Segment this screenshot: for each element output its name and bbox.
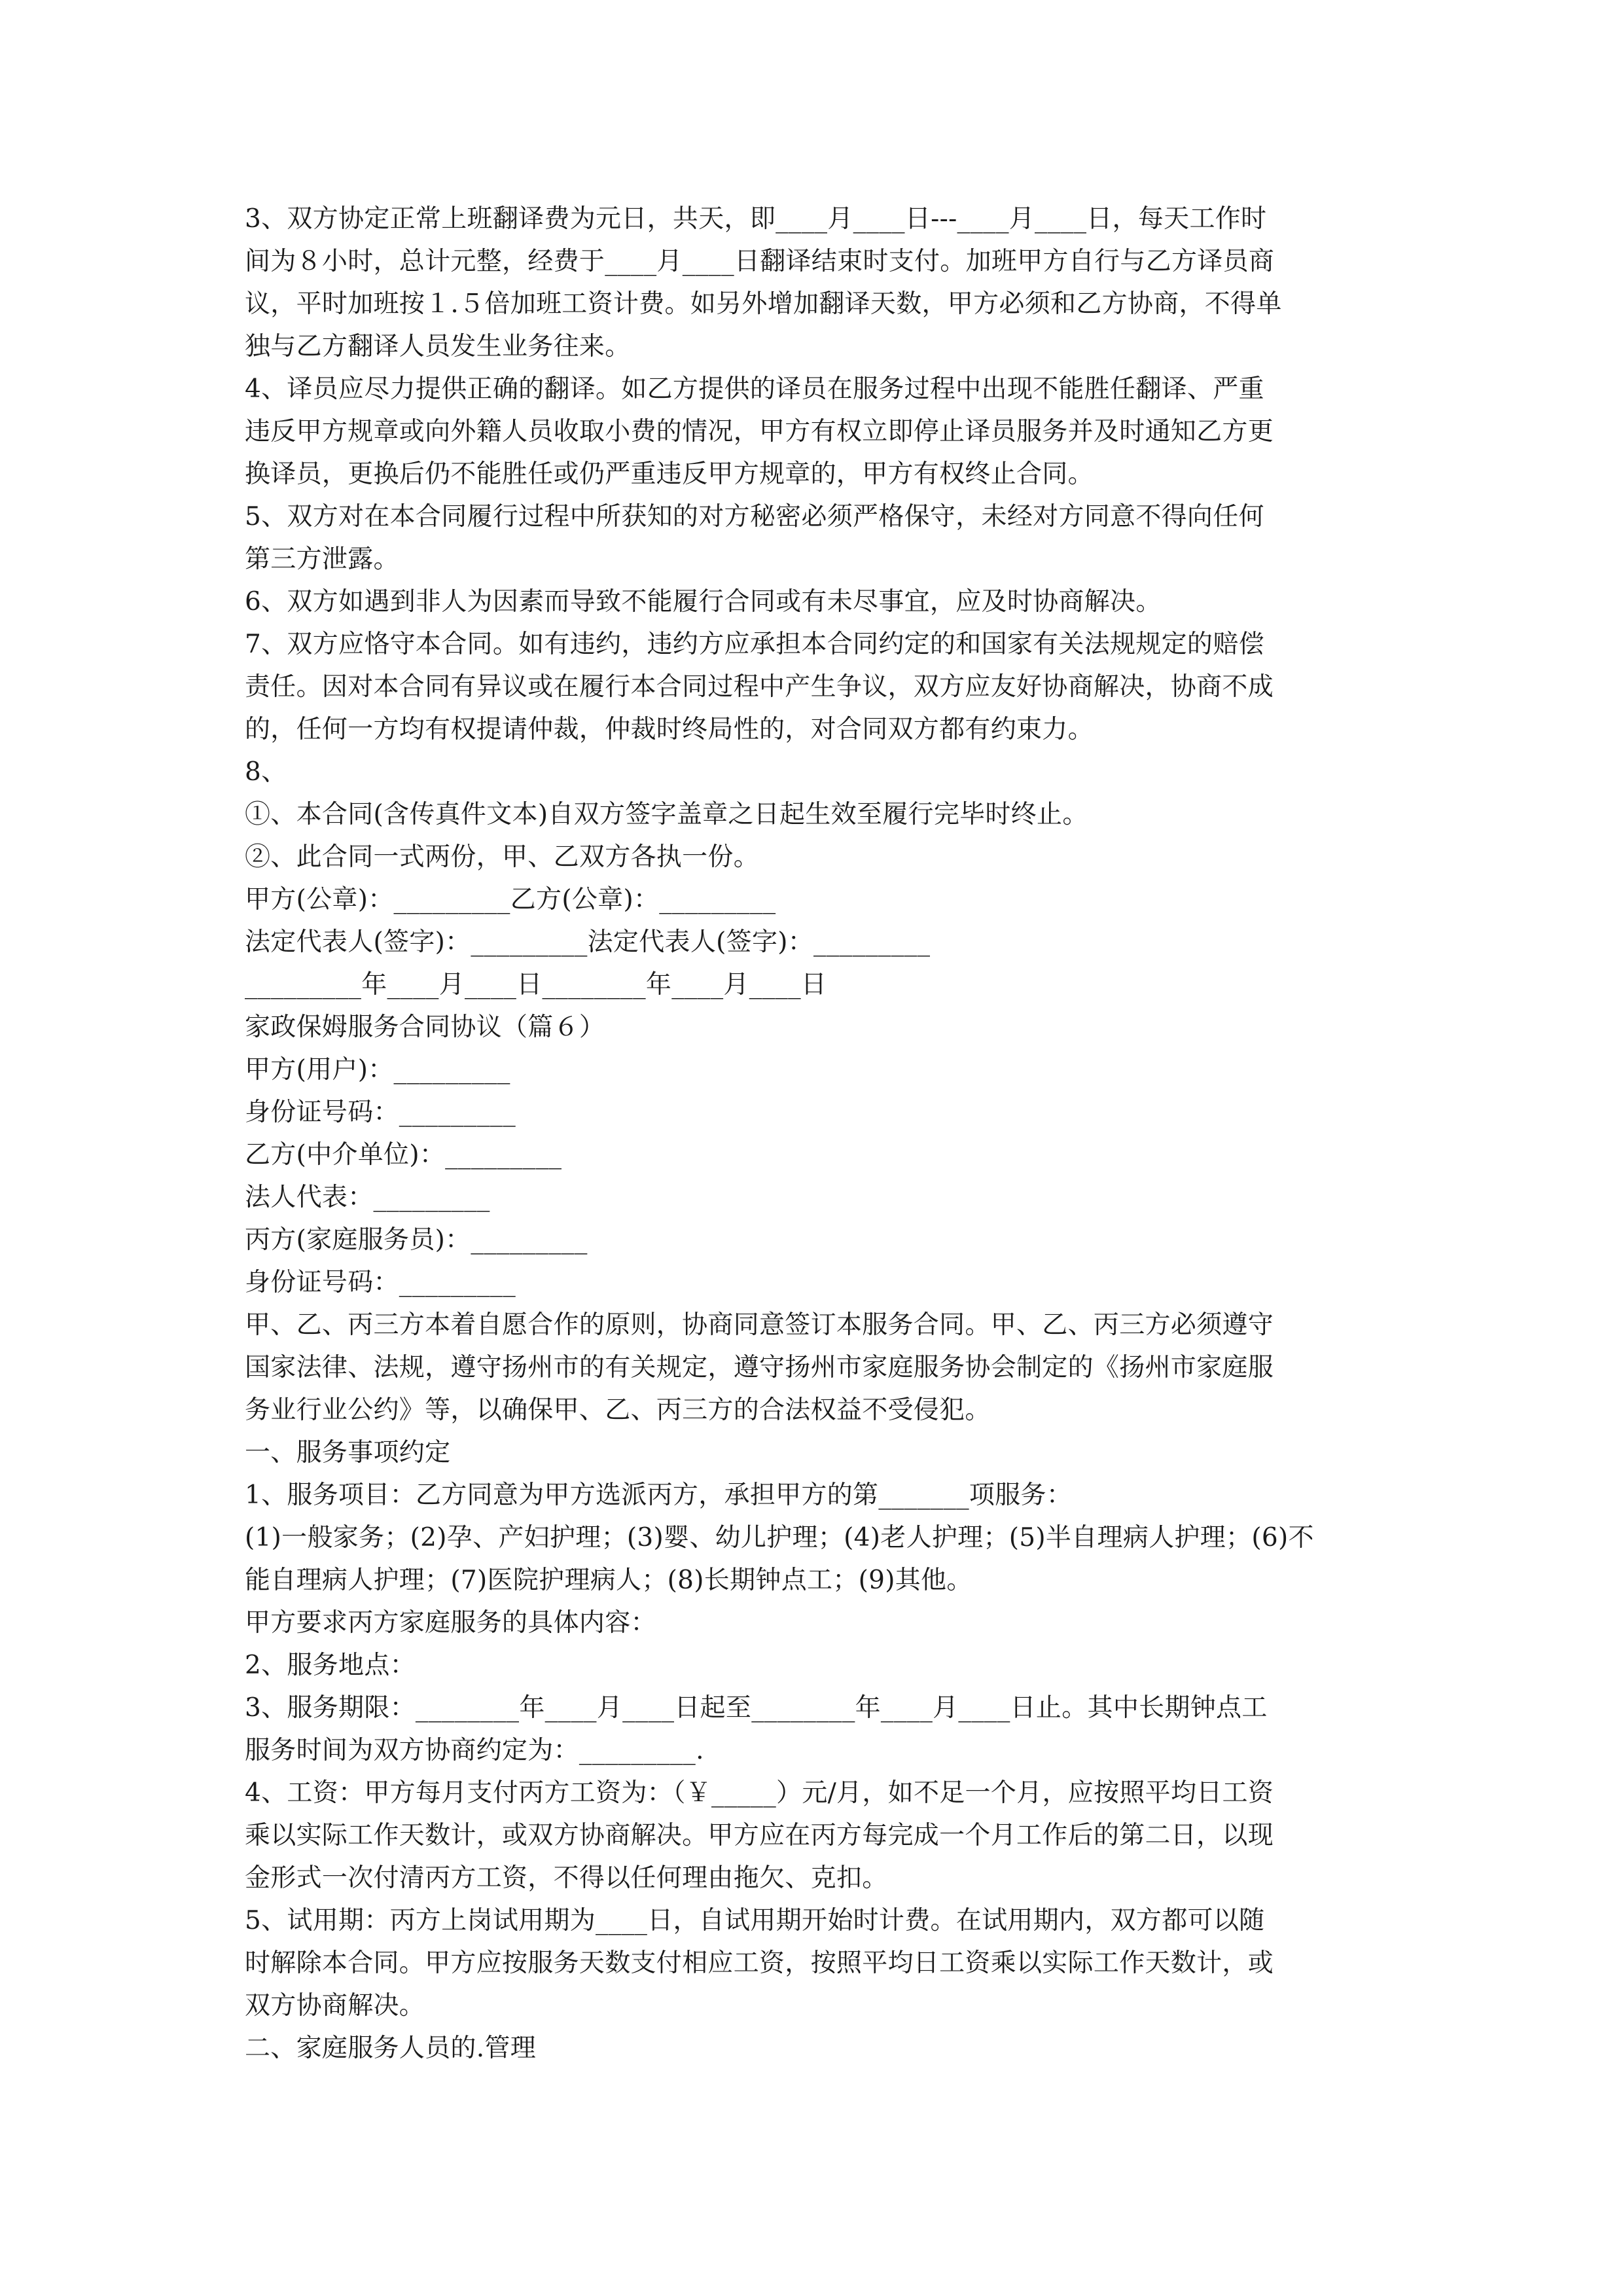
paragraph-item-8-1	[245, 793, 1380, 836]
text-line: 家政保姆服务合同协议（篇６）	[245, 1013, 605, 1042]
text-line: 1、服务项目：乙方同意为甲方选派丙方，承担甲方的第_______项服务：	[245, 1480, 1073, 1510]
text-line: 5、双方对在本合同履行过程中所获知的对方秘密必须严格保守，未经对方同意不得向任何	[245, 502, 1264, 531]
paragraph-service-5	[245, 1899, 1380, 2027]
text-line: 乙方(中介单位)：_________	[245, 1140, 562, 1170]
text-line: 8、	[245, 757, 287, 787]
paragraph-item-8-2	[245, 836, 1380, 878]
text-line: 4、工资：甲方每月支付丙方工资为：（￥_____）元/月，如不足一个月，应按照平均日工资	[245, 1778, 1274, 1808]
text-line: 3、服务期限：________年____月____日起至________年____月____日止。其中长期钟点工	[245, 1693, 1268, 1723]
paragraph-party-c-id	[245, 1261, 1380, 1304]
text-line: 时解除本合同。甲方应按服务天数支付相应工资，按照平均日工资乘以实际工作天数计，或	[245, 1948, 1274, 1978]
text-line: 4、译员应尽力提供正确的翻译。如乙方提供的译员在服务过程中出现不能胜任翻译、严重	[245, 374, 1264, 404]
paragraph-service-4	[245, 1772, 1380, 1899]
text-line: 二、家庭服务人员的.管理	[245, 2034, 536, 2063]
paragraph-date-line	[245, 963, 1380, 1006]
text-line: 甲方(用户)：_________	[245, 1055, 510, 1085]
text-line: 法定代表人(签字)：_________法定代表人(签字)：_________	[245, 927, 931, 957]
text-line: 一、服务事项约定	[245, 1438, 451, 1467]
paragraph-item-3	[245, 198, 1380, 368]
text-line: 身份证号码：_________	[245, 1098, 516, 1127]
paragraph-rep-line	[245, 921, 1380, 963]
text-line: 违反甲方规章或向外籍人员收取小费的情况，甲方有权立即停止译员服务并及时通知乙方更	[245, 417, 1274, 446]
paragraph-service-list	[245, 1516, 1380, 1602]
text-line: 2、服务地点：	[245, 1651, 416, 1680]
text-line: 双方协商解决。	[245, 1991, 425, 2020]
text-line: 国家法律、法规，遵守扬州市的有关规定，遵守扬州市家庭服务协会制定的《扬州市家庭服	[245, 1353, 1274, 1382]
text-line: 责任。因对本合同有异议或在履行本合同过程中产生争议，双方应友好协商解决，协商不成	[245, 672, 1274, 702]
paragraph-section-title	[245, 1006, 1380, 1049]
text-line: 第三方泄露。	[245, 545, 399, 574]
text-line: 法人代表：_________	[245, 1183, 490, 1212]
text-line: 丙方(家庭服务员)：_________	[245, 1225, 588, 1255]
text-line: 金形式一次付清丙方工资，不得以任何理由拖欠、克扣。	[245, 1863, 888, 1893]
text-line: 5、试用期：丙方上岗试用期为____日，自试用期开始时计费。在试用期内，双方都可以随	[245, 1906, 1265, 1935]
text-line: 甲、乙、丙三方本着自愿合作的原则，协商同意签订本服务合同。甲、乙、丙三方必须遵守	[245, 1310, 1274, 1340]
paragraph-party-a	[245, 1049, 1380, 1091]
text-line: 乘以实际工作天数计，或双方协商解决。甲方应在丙方每完成一个月工作后的第二日，以现	[245, 1821, 1274, 1850]
paragraph-seal-line	[245, 878, 1380, 921]
paragraph-item-6	[245, 581, 1380, 623]
text-line: (1)一般家务；(2)孕、产妇护理；(3)婴、幼儿护理；(4)老人护理；(5)半自理病人护理；(6)不	[245, 1523, 1314, 1552]
paragraph-item-8	[245, 751, 1380, 793]
paragraph-service-content	[245, 1602, 1380, 1644]
paragraph-preamble	[245, 1304, 1380, 1431]
text-line: ②、此合同一式两份，甲、乙双方各执一份。	[245, 842, 760, 872]
text-line: 务业行业公约》等，以确保甲、乙、丙三方的合法权益不受侵犯。	[245, 1395, 991, 1425]
text-line: _________年____月____日________年____月____日	[245, 970, 827, 999]
paragraph-party-b	[245, 1134, 1380, 1176]
text-line: 6、双方如遇到非人为因素而导致不能履行合同或有未尽事宜，应及时协商解决。	[245, 587, 1162, 617]
paragraph-item-4	[245, 368, 1380, 495]
text-line: 的，任何一方均有权提请仲裁，仲裁时终局性的，对合同双方都有约束力。	[245, 715, 1094, 744]
text-line: 甲方要求丙方家庭服务的具体内容：	[245, 1608, 656, 1638]
text-line: 间为８小时，总计元整，经费于____月____日翻译结束时支付。加班甲方自行与乙方译员商	[245, 247, 1275, 276]
paragraph-item-5	[245, 495, 1380, 581]
document-body	[245, 198, 1380, 2070]
paragraph-heading-1	[245, 1431, 1380, 1474]
text-line: 能自理病人护理；(7)医院护理病人；(8)长期钟点工；(9)其他。	[245, 1566, 972, 1595]
paragraph-party-b-rep	[245, 1176, 1380, 1219]
text-line: 3、双方协定正常上班翻译费为元日，共天，即____月____日---____月____日，每天工作时	[245, 204, 1267, 234]
text-line: 换译员，更换后仍不能胜任或仍严重违反甲方规章的，甲方有权终止合同。	[245, 459, 1094, 489]
paragraph-party-a-id	[245, 1091, 1380, 1134]
text-line: 独与乙方翻译人员发生业务往来。	[245, 332, 631, 361]
paragraph-heading-2	[245, 2027, 1380, 2070]
text-line: 身份证号码：_________	[245, 1268, 516, 1297]
text-line: 7、双方应恪守本合同。如有违约，违约方应承担本合同约定的和国家有关法规规定的赔偿	[245, 630, 1264, 659]
text-line: ①、本合同(含传真件文本)自双方签字盖章之日起生效至履行完毕时终止。	[245, 800, 1088, 829]
paragraph-service-1	[245, 1474, 1380, 1516]
text-line: 甲方(公章)：_________乙方(公章)：_________	[245, 885, 776, 914]
paragraph-party-c	[245, 1219, 1380, 1261]
paragraph-service-3	[245, 1687, 1380, 1772]
text-line: 议，平时加班按１.５倍加班工资计费。如另外增加翻译天数，甲方必须和乙方协商，不得单	[245, 289, 1282, 319]
paragraph-service-2	[245, 1644, 1380, 1687]
text-line: 服务时间为双方协商约定为：_________.	[245, 1736, 704, 1765]
paragraph-item-7	[245, 623, 1380, 751]
